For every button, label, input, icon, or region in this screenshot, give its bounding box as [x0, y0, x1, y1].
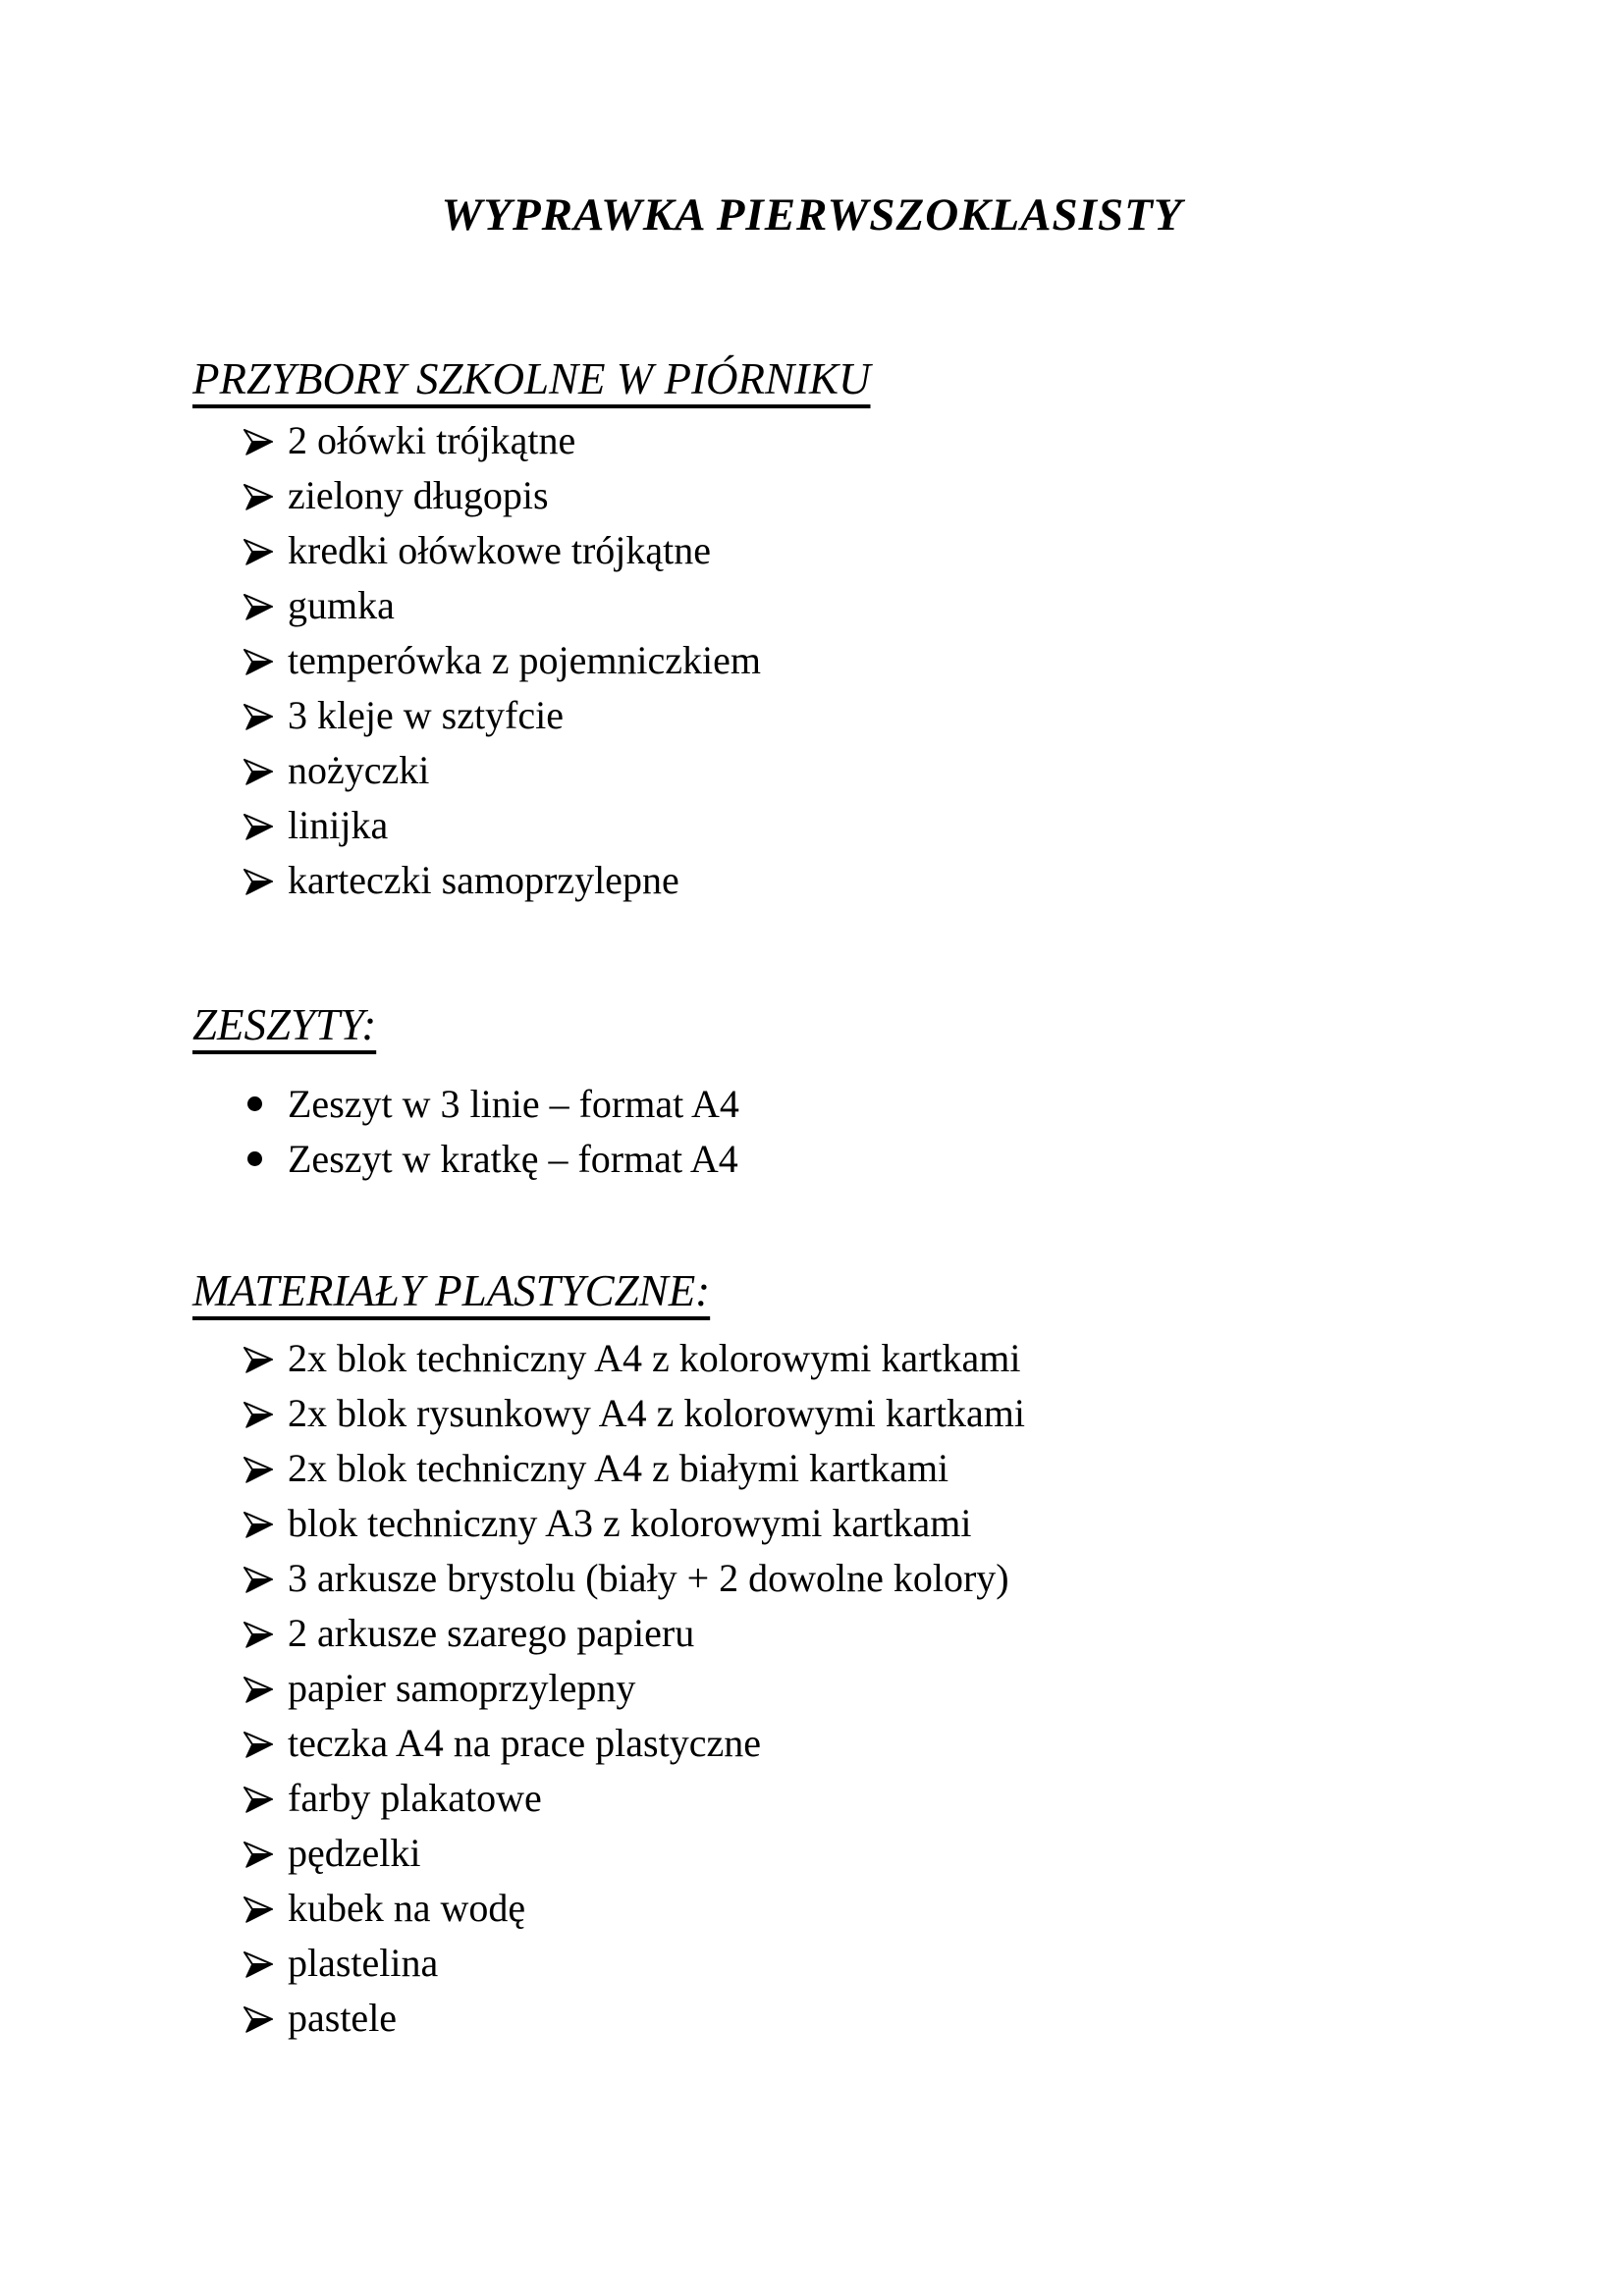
list-item-text: gumka — [288, 583, 395, 627]
list-item-text: Zeszyt w 3 linie – format A4 — [288, 1082, 739, 1126]
list-item — [242, 468, 1506, 523]
arrowhead-3d-bullet-icon — [242, 1551, 288, 1596]
list-item-text: 2 ołówki trójkątne — [288, 418, 576, 462]
section-heading: MATERIAŁY PLASTYCZNE: — [192, 1266, 711, 1315]
item-list — [192, 1331, 1506, 2046]
list-item — [242, 1606, 1506, 1661]
arrowhead-3d-bullet-icon — [242, 1606, 288, 1651]
section — [192, 999, 1506, 1187]
section — [192, 1265, 1506, 2046]
list-item — [242, 1881, 1506, 1936]
list-item — [242, 1386, 1506, 1441]
sections-container — [192, 353, 1506, 2046]
arrowhead-3d-bullet-icon — [242, 688, 288, 733]
list-item-text: 2x blok techniczny A4 z kolorowymi kartkami — [288, 1336, 1021, 1380]
list-item-text: papier samoprzylepny — [288, 1666, 636, 1710]
arrowhead-3d-bullet-icon — [242, 1991, 288, 2036]
list-item-text: kredki ołówkowe trójkątne — [288, 528, 711, 572]
list-item-text: linijka — [288, 803, 389, 847]
arrowhead-3d-bullet-icon — [242, 1331, 288, 1376]
arrowhead-3d-bullet-icon — [242, 578, 288, 623]
arrowhead-3d-bullet-icon — [242, 1716, 288, 1761]
list-item-text: 3 kleje w sztyfcie — [288, 693, 564, 737]
list-item-text: blok techniczny A3 z kolorowymi kartkami — [288, 1501, 972, 1545]
list-item-text: farby plakatowe — [288, 1776, 542, 1820]
list-item — [242, 798, 1506, 853]
list-item — [242, 523, 1506, 578]
section — [192, 353, 1506, 908]
list-item — [242, 1496, 1506, 1551]
list-item-text: 2x blok techniczny A4 z białymi kartkami — [288, 1446, 949, 1490]
arrowhead-3d-bullet-icon — [242, 853, 288, 898]
arrowhead-3d-bullet-icon — [242, 1826, 288, 1871]
arrowhead-3d-bullet-icon — [242, 1936, 288, 1981]
arrowhead-3d-bullet-icon — [242, 1496, 288, 1541]
list-item — [242, 1826, 1506, 1881]
list-item — [242, 1716, 1506, 1771]
arrowhead-3d-bullet-icon — [242, 468, 288, 513]
list-item-text: teczka A4 na prace plastyczne — [288, 1721, 761, 1765]
list-item-text: zielony długopis — [288, 473, 549, 517]
list-item — [242, 1661, 1506, 1716]
arrowhead-3d-bullet-icon — [242, 413, 288, 458]
arrowhead-3d-bullet-icon — [242, 1881, 288, 1926]
list-item — [242, 1331, 1506, 1386]
list-item — [242, 1551, 1506, 1606]
section-heading: PRZYBORY SZKOLNE W PIÓRNIKU — [192, 354, 871, 403]
section-heading: ZESZYTY: — [192, 1000, 377, 1049]
round-bullet-icon — [242, 1132, 288, 1166]
arrowhead-3d-bullet-icon — [242, 743, 288, 788]
arrowhead-3d-bullet-icon — [242, 633, 288, 678]
list-item-text: 3 arkusze brystolu (biały + 2 dowolne kolory) — [288, 1556, 1009, 1600]
list-item-text: plastelina — [288, 1941, 439, 1985]
list-item-text: nożyczki — [288, 748, 430, 792]
list-item — [242, 688, 1506, 743]
list-item — [242, 743, 1506, 798]
list-item-text: pastele — [288, 1996, 398, 2040]
item-list — [192, 413, 1506, 908]
list-item — [242, 413, 1506, 468]
list-item — [242, 1991, 1506, 2046]
list-item — [242, 1441, 1506, 1496]
arrowhead-3d-bullet-icon — [242, 523, 288, 568]
list-item — [242, 633, 1506, 688]
list-item-text: kubek na wodę — [288, 1886, 526, 1930]
list-item — [242, 1771, 1506, 1826]
list-item — [242, 1077, 1506, 1132]
list-item-text: karteczki samoprzylepne — [288, 858, 679, 902]
arrowhead-3d-bullet-icon — [242, 1441, 288, 1486]
list-item — [242, 578, 1506, 633]
item-list — [192, 1077, 1506, 1187]
list-item-text: 2x blok rysunkowy A4 z kolorowymi kartkami — [288, 1391, 1026, 1435]
list-item-text: pędzelki — [288, 1831, 421, 1875]
list-item — [242, 1132, 1506, 1187]
document-title: WYPRAWKA PIERWSZOKLASISTY — [441, 189, 1183, 240]
arrowhead-3d-bullet-icon — [242, 1771, 288, 1816]
list-item-text: temperówka z pojemniczkiem — [288, 638, 762, 682]
list-item — [242, 1936, 1506, 1991]
round-bullet-icon — [242, 1077, 288, 1111]
list-item-text: Zeszyt w kratkę – format A4 — [288, 1137, 738, 1181]
arrowhead-3d-bullet-icon — [242, 1661, 288, 1706]
arrowhead-3d-bullet-icon — [242, 1386, 288, 1431]
arrowhead-3d-bullet-icon — [242, 798, 288, 843]
list-item-text: 2 arkusze szarego papieru — [288, 1611, 695, 1655]
list-item — [242, 853, 1506, 908]
